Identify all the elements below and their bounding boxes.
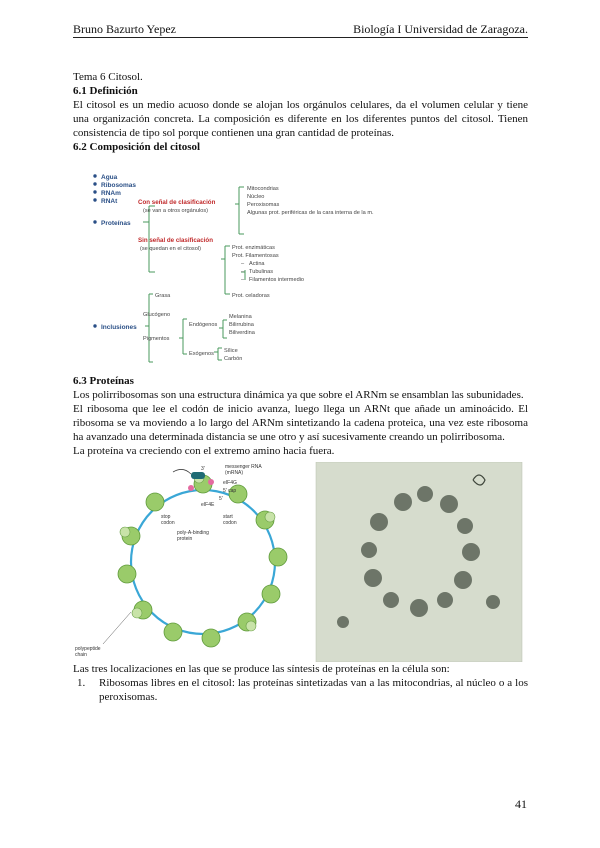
ribosome-icon <box>269 548 287 566</box>
ribosome-icon <box>146 493 164 511</box>
polyribosome-diagram <box>75 464 287 658</box>
page-number: 41 <box>515 797 527 811</box>
ribosome-subunit-icon <box>120 527 130 537</box>
ribosome-icon <box>164 623 182 641</box>
label-five-prime: 5' <box>219 496 223 502</box>
micrograph-cluster <box>370 513 388 531</box>
node-endogenos: Endógenos <box>189 322 218 328</box>
node-grasa: Grasa <box>155 293 171 299</box>
item-biliverdina: Biliverdina <box>229 330 255 336</box>
bracket-con-senal <box>235 187 244 234</box>
target-nucleo: Núcleo <box>247 194 265 200</box>
proteinas-paragraph-1: Los polirribosomas son una estructura dinámica ya que sobre el ARNm se ensamblan las subunidades. <box>73 389 524 401</box>
bullet-icon <box>93 182 96 185</box>
bullet-icon <box>93 198 96 201</box>
ribosome-subunit-icon <box>246 621 256 631</box>
node-con-senal-sub: (se van a otros orgánulos) <box>143 208 208 214</box>
polypeptide-leader <box>103 612 131 644</box>
micrograph-cluster <box>486 595 500 609</box>
ribosome-icon <box>262 585 280 603</box>
node-con-senal: Con señal de clasificación <box>138 199 216 206</box>
section-title-composicion: 6.2 Composición del citosol <box>73 141 201 153</box>
target-enzimaticas: Prot. enzimáticas <box>232 245 275 251</box>
node-exogenos: Exógenos <box>189 351 214 357</box>
pabp-shape <box>188 485 194 491</box>
section-title-definicion: 6.1 Definición <box>73 85 138 97</box>
dash-icon: – <box>241 261 245 267</box>
composition-diagram <box>73 154 528 374</box>
micrograph-cluster <box>437 592 453 608</box>
micrograph-cluster <box>364 569 382 587</box>
cap-shape <box>208 479 214 485</box>
bullet-rnat: RNAt <box>101 198 118 205</box>
target-mitocondrias: Mitocondrias <box>247 186 279 192</box>
bracket-pigmentos <box>179 319 187 354</box>
localizaciones-list <box>73 676 528 704</box>
micrograph-cluster <box>337 616 349 628</box>
label-pabp: poly-A-binding <box>177 530 209 536</box>
label-eif4g: eIF4G <box>223 480 237 486</box>
list-item <box>73 676 528 704</box>
proteinas-paragraph-4: Las tres localizaciones en las que se produce las síntesis de proteínas en la célula son: <box>73 663 450 675</box>
list-item-number: 1. <box>77 677 86 689</box>
dash-icon: – <box>241 277 245 283</box>
label-start: start <box>223 514 233 520</box>
bracket-endogenos <box>219 320 227 338</box>
bracket-inclusiones <box>145 294 153 362</box>
target-tubulinas: Tubulinas <box>249 269 274 275</box>
label-stop-2: codon <box>161 520 175 526</box>
label-eif4e: eIF4E <box>201 502 215 508</box>
list-item-text: Ribosomas libres en el citosol: las proteínas sintetizadas van a las mitocondrias, al núcleo o a los peroxisomas. <box>99 677 528 703</box>
ribosome-icon <box>118 565 136 583</box>
micrograph-cluster <box>417 486 433 502</box>
micrograph-cluster <box>383 592 399 608</box>
section-text-definicion: El citosol es un medio acuoso donde se alojan los orgánulos celulares, da el volumen celular y tiene una organización concreta. La composición es diferente en los diferentes puntos del citosol. Tienen consistencia de tipo sol porque contienen una gran cantidad de proteínas. <box>73 99 528 139</box>
target-perifericas: Algunas prot. periféricas de la cara interna de la m. <box>247 210 374 216</box>
proteinas-paragraph-2: El ribosoma que lee el codón de inicio avanza, luego llega un ARNt que añade un aminoácido. El ribosoma se va moviendo a lo largo del ARNm sintetizando la cadena proteica, una vez este ribosoma ha avanzado una determinada distancia se une otro y así sucesivamente creando un polirribosoma. <box>73 403 528 443</box>
label-pabp-2: protein <box>177 536 193 542</box>
eif4g-shape <box>191 472 205 479</box>
label-polypeptide: polypeptide <box>75 646 101 652</box>
bullet-rnam: RNAm <box>101 190 121 197</box>
bullet-icon <box>93 174 96 177</box>
item-melanina: Melanina <box>229 314 252 320</box>
bullet-icon <box>93 324 96 327</box>
electron-micrograph <box>316 462 522 662</box>
target-actina: Actina <box>249 261 265 267</box>
bracket-sin-senal <box>221 246 230 294</box>
label-mrna-2: (mRNA) <box>225 470 244 476</box>
target-celadoras: Prot. celadoras <box>232 293 270 299</box>
bullet-agua: Agua <box>101 174 118 181</box>
node-glucogeno: Glucógeno <box>143 312 171 318</box>
micrograph-cluster <box>440 495 458 513</box>
node-sin-senal: Sin señal de clasificación <box>138 237 213 244</box>
node-pigmentos: Pigmentos <box>143 336 170 342</box>
label-three-prime: 3' <box>201 466 205 472</box>
bracket-exogenos <box>214 348 222 360</box>
bullet-icon <box>93 220 96 223</box>
topic-title: Tema 6 Citosol. <box>73 71 143 83</box>
node-inclusiones: Inclusiones <box>101 324 137 331</box>
label-start-2: codon <box>223 520 237 526</box>
polyribosome-figures <box>73 462 528 662</box>
micrograph-cluster <box>457 518 473 534</box>
micrograph-cluster <box>410 599 428 617</box>
label-stop: stop <box>161 514 171 520</box>
header-course: Biología I Universidad de Zaragoza. <box>353 22 528 36</box>
header-author: Bruno Bazurto Yepez <box>73 22 176 36</box>
bullet-ribosomas: Ribosomas <box>101 182 137 189</box>
bullet-icon <box>93 190 96 193</box>
mrna-ring <box>131 490 275 634</box>
ribosome-subunit-icon <box>265 512 275 522</box>
proteinas-paragraph-3: La proteína va creciendo con el extremo amino hacia fuera. <box>73 445 335 457</box>
micrograph-cluster <box>361 542 377 558</box>
node-proteinas: Proteínas <box>101 220 131 227</box>
label-cap: 5' cap <box>223 488 237 494</box>
ribosome-icon <box>202 629 220 647</box>
item-bilirrubina: Bilirrubina <box>229 322 254 328</box>
micrograph-cluster <box>394 493 412 511</box>
label-mrna: messenger RNA <box>225 464 262 470</box>
mrna-tail <box>173 469 191 474</box>
target-filamentosas: Prot. Filamentosas <box>232 253 279 259</box>
section-title-proteinas: 6.3 Proteínas <box>73 375 134 387</box>
label-polypeptide-2: chain <box>75 652 87 658</box>
item-silice: Sílice <box>224 348 238 354</box>
micrograph-cluster <box>454 571 472 589</box>
node-sin-senal-sub: (se quedan en el citosol) <box>140 246 201 252</box>
ribosome-subunit-icon <box>132 608 142 618</box>
micrograph-cluster <box>462 543 480 561</box>
header-rule <box>73 37 528 38</box>
target-peroxisomas: Peroxisomas <box>247 202 280 208</box>
dash-icon: – <box>241 269 245 275</box>
target-filamentos-intermedio: Filamentos intermedio <box>249 277 305 283</box>
page-content <box>73 70 528 704</box>
item-carbon: Carbón <box>224 356 243 362</box>
